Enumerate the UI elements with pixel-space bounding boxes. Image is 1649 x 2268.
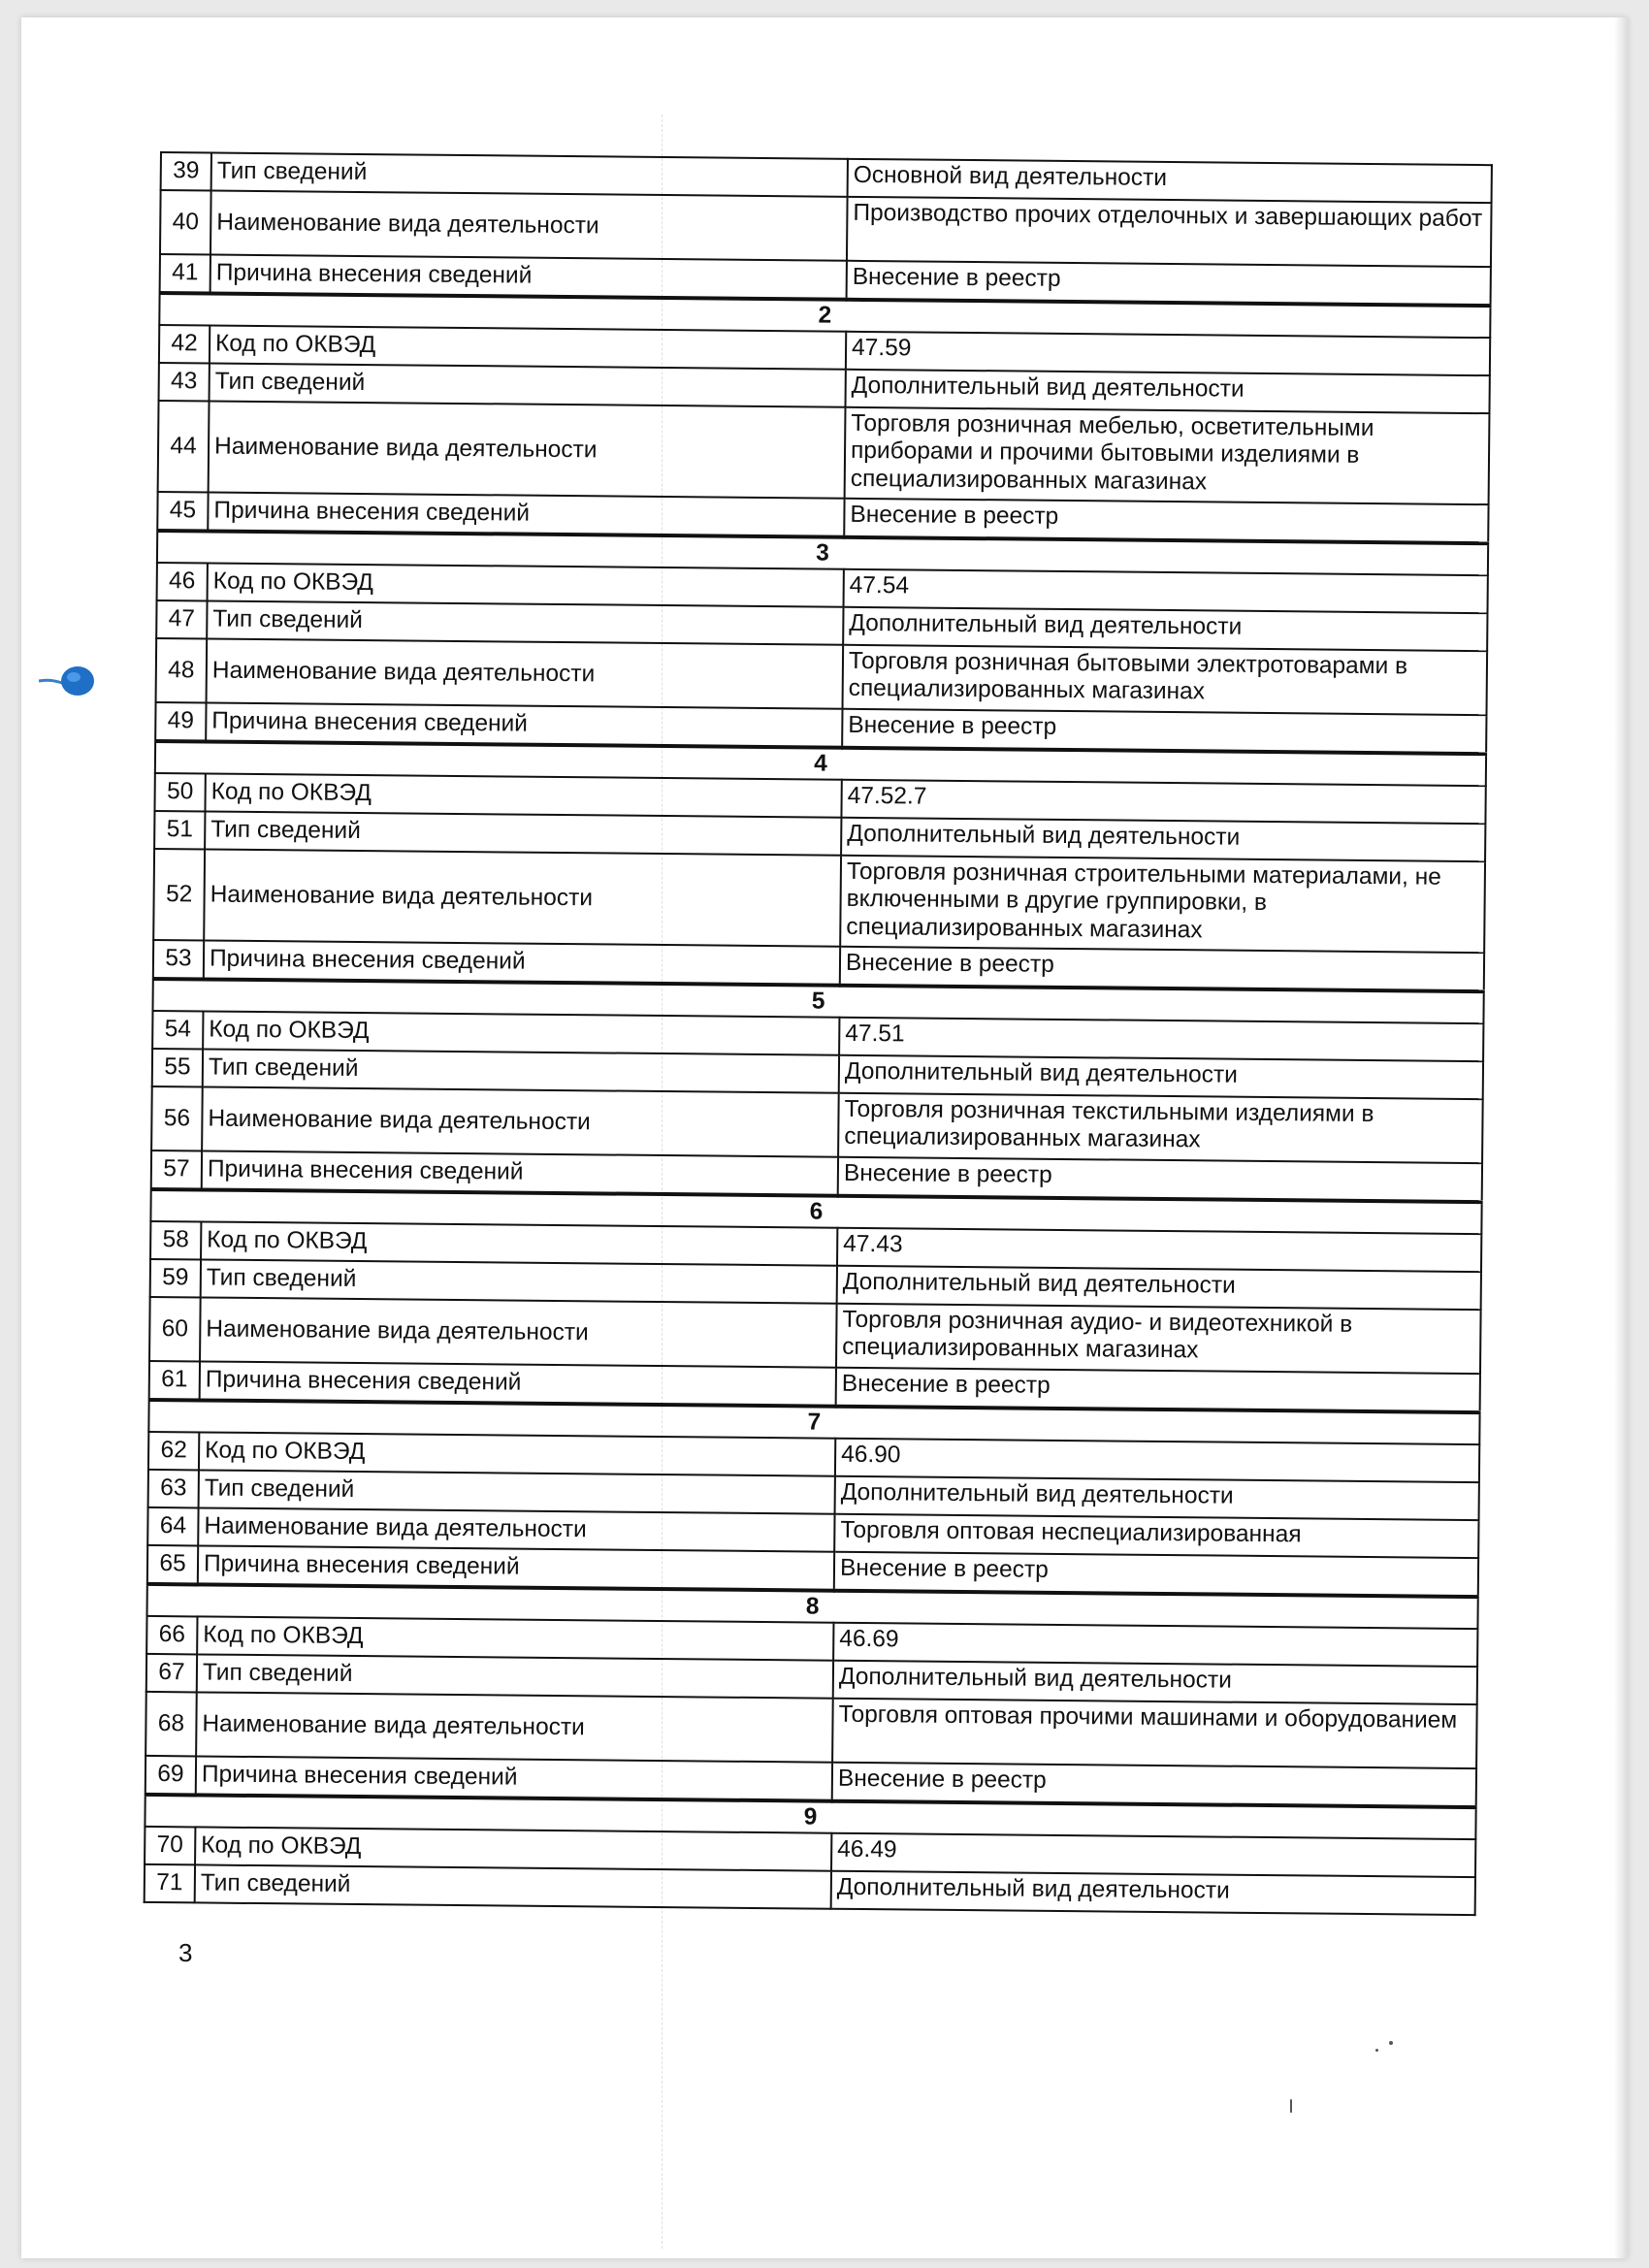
row-value-cell: 47.51 <box>839 1018 1483 1061</box>
row-label-cell: Причина внесения сведений <box>208 492 844 536</box>
row-label-cell: Причина внесения сведений <box>198 1545 834 1590</box>
row-value-cell: Торговля розничная аудио- и видеотехникой в специализированных магазинах <box>836 1304 1481 1374</box>
row-number-cell: 62 <box>148 1432 199 1470</box>
row-value-cell: Внесение в реестр <box>834 1552 1478 1597</box>
row-label-cell: Код по ОКВЭД <box>201 1221 837 1265</box>
row-label-cell: Причина внесения сведений <box>204 940 840 985</box>
table-row <box>153 849 1485 953</box>
row-value-cell: Дополнительный вид деятельности <box>837 1266 1481 1310</box>
row-number-cell: 47 <box>156 600 207 638</box>
row-value-cell: Дополнительный вид деятельности <box>843 607 1487 651</box>
scan-speck <box>1375 2049 1378 2052</box>
row-value-cell: Дополнительный вид деятельности <box>835 1476 1479 1520</box>
row-label-cell: Наименование вида деятельности <box>196 1692 833 1762</box>
row-label-cell: Причина внесения сведений <box>200 1361 836 1406</box>
row-value-cell: Внесение в реестр <box>832 1763 1476 1807</box>
group-number: 4 <box>155 741 1486 786</box>
row-label-cell: Наименование вида деятельности <box>198 1507 834 1551</box>
row-value-cell: 47.54 <box>844 569 1488 613</box>
row-label-cell: Наименование вида деятельности <box>202 1086 839 1156</box>
group-number: 7 <box>148 1400 1479 1444</box>
row-number-cell: 57 <box>151 1150 202 1189</box>
row-label-cell: Наименование вида деятельности <box>200 1297 837 1367</box>
table-row <box>158 401 1490 504</box>
row-value-cell: 47.43 <box>837 1228 1481 1272</box>
row-label-cell: Код по ОКВЭД <box>195 1827 831 1870</box>
row-number-cell: 60 <box>149 1297 201 1361</box>
row-number-cell: 66 <box>146 1616 197 1654</box>
row-label-cell: Тип сведений <box>195 1864 831 1908</box>
row-number-cell: 50 <box>154 773 205 811</box>
row-value-cell: Основной вид деятельности <box>848 159 1492 203</box>
row-value-cell: Торговля розничная мебелью, осветительными приборами и прочими бытовыми изделиями в специализированных магазинах <box>845 407 1490 504</box>
binding-thread-icon <box>39 660 97 704</box>
row-label-cell: Наименование вида деятельности <box>210 191 848 261</box>
row-value-cell: Торговля розничная текстильными изделиями в специализированных магазинах <box>838 1093 1483 1163</box>
row-value-cell: 46.49 <box>831 1833 1475 1877</box>
row-number-cell: 54 <box>152 1011 203 1049</box>
row-label-cell: Тип сведений <box>205 811 841 855</box>
row-value-cell: Внесение в реестр <box>844 499 1488 543</box>
row-number-cell: 39 <box>161 152 211 190</box>
row-value-cell: Внесение в реестр <box>842 709 1486 754</box>
row-number-cell: 65 <box>147 1545 198 1584</box>
row-value-cell: Торговля розничная строительными материалами, не включенными в другие группировки, в специализированных магазинах <box>840 856 1485 953</box>
row-number-cell: 51 <box>154 811 205 849</box>
group-number: 8 <box>147 1584 1478 1629</box>
row-number-cell: 46 <box>157 563 208 600</box>
row-label-cell: Тип сведений <box>203 1049 839 1092</box>
group-number: 6 <box>150 1189 1481 1234</box>
row-number-cell: 45 <box>157 492 208 531</box>
page-number: 3 <box>178 1938 193 1967</box>
row-label-cell: Причина внесения сведений <box>202 1150 838 1195</box>
row-number-cell: 41 <box>160 254 210 293</box>
row-label-cell: Код по ОКВЭД <box>199 1432 835 1475</box>
row-label-cell: Наименование вида деятельности <box>204 849 841 946</box>
row-value-cell: Производство прочих отделочных и завершающих работ <box>847 197 1492 267</box>
row-label-cell: Тип сведений <box>211 153 848 197</box>
row-value-cell: Дополнительный вид деятельности <box>831 1871 1475 1915</box>
page-edge-shadow <box>1614 17 1628 2258</box>
row-number-cell: 70 <box>145 1827 195 1864</box>
okved-activities-table <box>144 151 1493 1916</box>
row-value-cell: 47.59 <box>846 332 1490 375</box>
row-number-cell: 55 <box>152 1049 203 1086</box>
row-label-cell: Причина внесения сведений <box>210 255 847 300</box>
row-number-cell: 63 <box>148 1470 199 1507</box>
row-value-cell: 46.90 <box>835 1439 1479 1482</box>
row-number-cell: 67 <box>146 1654 197 1692</box>
row-number-cell: 40 <box>160 190 211 254</box>
row-number-cell: 49 <box>155 702 206 741</box>
group-number: 2 <box>159 293 1490 338</box>
row-label-cell: Код по ОКВЭД <box>205 773 841 817</box>
row-number-cell: 61 <box>149 1361 200 1400</box>
row-number-cell: 64 <box>147 1507 198 1545</box>
row-label-cell: Тип сведений <box>210 363 846 406</box>
row-number-cell: 44 <box>158 401 210 492</box>
row-label-cell: Код по ОКВЭД <box>203 1011 839 1054</box>
row-label-cell: Тип сведений <box>201 1259 837 1303</box>
row-value-cell: Дополнительный вид деятельности <box>841 818 1485 861</box>
row-label-cell: Причина внесения сведений <box>206 702 842 747</box>
row-value-cell: Торговля оптовая прочими машинами и оборудованием <box>832 1699 1477 1768</box>
row-label-cell: Код по ОКВЭД <box>210 326 846 370</box>
row-number-cell: 43 <box>159 363 210 401</box>
group-number: 3 <box>157 531 1488 575</box>
row-label-cell: Код по ОКВЭД <box>197 1616 833 1660</box>
row-label-cell: Причина внесения сведений <box>196 1756 832 1800</box>
row-number-cell: 68 <box>146 1692 197 1756</box>
row-value-cell: Дополнительный вид деятельности <box>833 1661 1477 1704</box>
row-number-cell: 53 <box>153 940 204 979</box>
row-label-cell: Код по ОКВЭД <box>208 563 844 606</box>
scan-speck <box>1389 2041 1393 2045</box>
row-label-cell: Наименование вида деятельности <box>209 401 846 498</box>
row-label-cell: Наименование вида деятельности <box>207 638 844 708</box>
row-number-cell: 42 <box>159 325 210 363</box>
row-value-cell: Торговля оптовая неспециализированная <box>834 1514 1478 1558</box>
row-label-cell: Тип сведений <box>197 1654 833 1698</box>
row-label-cell: Тип сведений <box>199 1470 835 1513</box>
row-value-cell: Торговля розничная бытовыми электротоварами в специализированных магазинах <box>843 645 1488 715</box>
row-number-cell: 52 <box>153 849 205 940</box>
row-value-cell: Внесение в реестр <box>836 1368 1480 1412</box>
group-number: 9 <box>145 1795 1475 1839</box>
row-number-cell: 59 <box>150 1259 201 1297</box>
row-value-cell: Внесение в реестр <box>838 1157 1482 1202</box>
row-label-cell: Тип сведений <box>207 600 843 644</box>
row-value-cell: Внесение в реестр <box>847 261 1491 306</box>
group-number: 5 <box>152 979 1483 1023</box>
row-number-cell: 48 <box>156 638 208 702</box>
row-number-cell: 69 <box>146 1756 196 1795</box>
row-value-cell: 46.69 <box>833 1623 1477 1667</box>
row-value-cell: 47.52.7 <box>841 780 1485 824</box>
scan-speck <box>1290 2099 1292 2113</box>
row-value-cell: Дополнительный вид деятельности <box>839 1055 1483 1099</box>
row-number-cell: 58 <box>150 1221 201 1259</box>
row-number-cell: 56 <box>151 1086 203 1150</box>
table-body <box>145 152 1492 1915</box>
row-number-cell: 71 <box>145 1864 195 1902</box>
row-value-cell: Внесение в реестр <box>840 947 1484 991</box>
row-value-cell: Дополнительный вид деятельности <box>846 370 1490 413</box>
